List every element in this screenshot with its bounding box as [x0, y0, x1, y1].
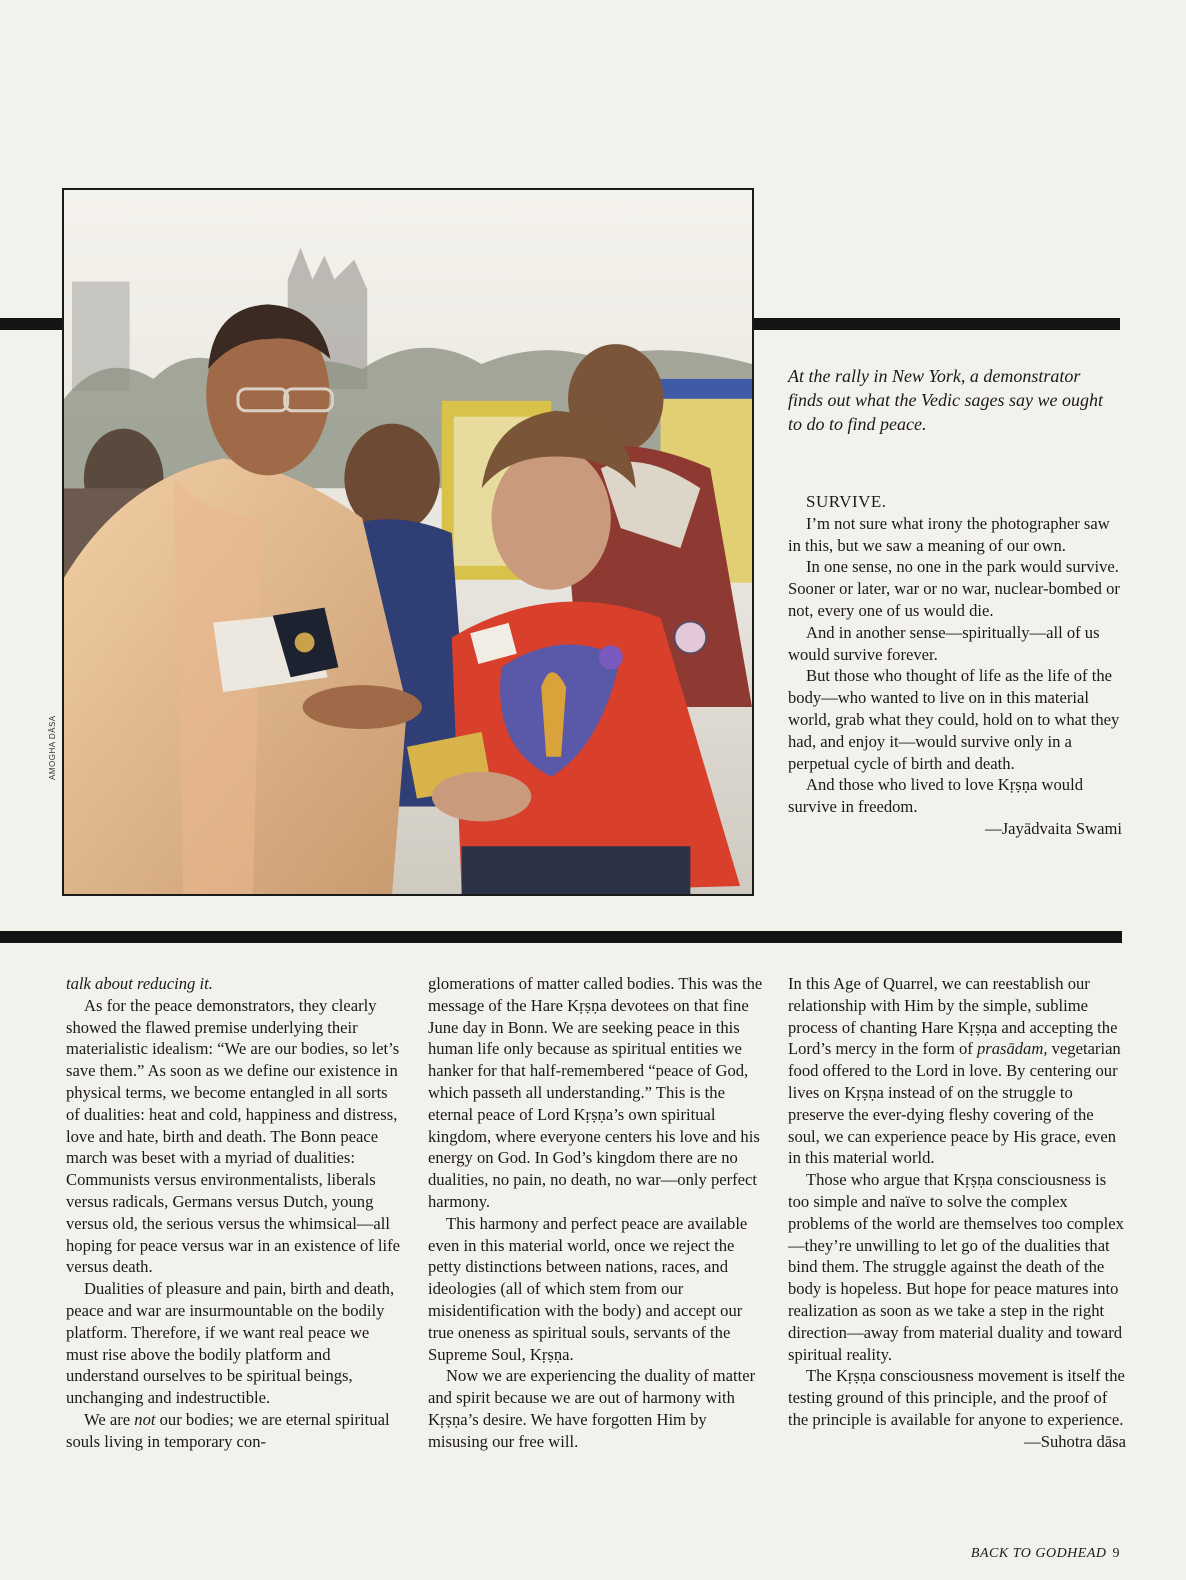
column-paragraph: Those who argue that Kṛṣṇa consciousness is too simple and naïve to solve the complex problems of the world are themselves too complex—they’re unwilling to let go of the dualities that bind them. The struggle against the death of the body is hopeless. But hope for peace matures into realization as soon as we take a step in the right direction—away from material duality and toward spiritual reality. — [788, 1170, 1124, 1364]
upper-right-rule — [754, 318, 1120, 330]
sidebar-heading: SURVIVE. — [806, 492, 887, 511]
article-column-3 — [788, 973, 1126, 1453]
emphasis-text: prasādam, — [976, 1039, 1048, 1059]
middle-rule — [0, 931, 1122, 943]
column-text: vegetarian food offered to the Lord in love. By centering our lives on Kṛṣṇa instead of on the struggle to preserve the ever-dying fleshy covering of the soul, we can experience peace by His grace, even in this material world. — [788, 1039, 1121, 1168]
column-text: our bodies; we are eternal spiritual souls living in temporary con- — [66, 1409, 390, 1451]
sidebar-article — [788, 491, 1122, 840]
upper-left-rule — [0, 318, 64, 330]
column-text: We are — [84, 1409, 135, 1429]
sidebar-paragraph: And those who lived to love Kṛṣṇa would survive in freedom. — [788, 775, 1083, 817]
page-number: 9 — [1112, 1546, 1120, 1561]
photo-caption: At the rally in New York, a demonstrator finds out what the Vedic sages say we ought to do to find peace. — [788, 366, 1103, 434]
column-paragraph: As for the peace demonstrators, they clearly showed the flawed premise underlying their materialistic idealism: “We are our bodies, so let’s save them.” As soon as we define our existence in physical terms, we become entangled in all sorts of dualities: heat and cold, happiness and distress, love and hate, birth and death. The Bonn peace march was beset with a myriad of dualities: Communists versus environmentalists, liberals versus radicals, Germans versus Dutch, young versus old, the serious versus the whimsical—all hoping for peace versus war in an existence of life versus death. — [66, 995, 401, 1277]
column-text: In this Age of Quarrel, we can reestablish our relationship with Him by the simple, sublime process of chanting Hare Kṛṣṇa and accepting the Lord’s mercy in the form of — [788, 974, 1118, 1059]
column-paragraph: The Kṛṣṇa consciousness movement is itself the testing ground of this principle, and the proof of the principle is available for anyone to experience. — [788, 1366, 1125, 1429]
rally-photo-image — [64, 190, 752, 894]
column-text: talk about reducing it. — [66, 974, 213, 993]
sidebar-paragraph: But those who thought of life as the life of the body—who wanted to live on in this material world, grab what they could, hold on to what they had, and enjoy it—would survive only in a perpetual cycle of birth and death. — [788, 666, 1120, 773]
column-paragraph: Now we are experiencing the duality of matter and spirit because we are out of harmony with Kṛṣṇa’s desire. We have forgotten Him by misusing our free will. — [428, 1366, 756, 1451]
page-footer — [971, 1546, 1120, 1562]
column-paragraph — [788, 973, 1126, 1169]
sidebar-signature: —Jayādvaita Swami — [985, 818, 1122, 838]
sidebar-paragraph: I’m not sure what irony the photographer saw in this, but we saw a meaning of our own. — [788, 513, 1110, 555]
magazine-name: BACK TO GODHEAD — [970, 1546, 1107, 1561]
article-column-2 — [428, 973, 766, 1453]
emphasis-text: not — [134, 1409, 156, 1429]
sidebar-paragraph: In one sense, no one in the park would survive. Sooner or later, war or no war, nuclear-bombed or not, every one of us would die. — [788, 557, 1120, 620]
column-paragraph: Dualities of pleasure and pain, birth and death, peace and war are insurmountable on the bodily platform. Therefore, if we want real peace we must rise above the bodily platform and understand ourselves to be spiritual beings, unchanging and indestructible. — [66, 1279, 395, 1408]
column-paragraph: glomerations of matter called bodies. This was the message of the Hare Kṛṣṇa devotees on that fine June day in Bonn. We are seeking peace in this human life only because as spiritual entities we hanker for that half-remembered “peace of God, which passeth all understanding.” This is the eternal peace of Lord Kṛṣṇa’s own spiritual kingdom, where everyone centers his love and his energy on God. In God’s kingdom there are no dualities, no pain, no death, no war—only perfect harmony. — [428, 974, 763, 1211]
column-paragraph — [66, 973, 404, 995]
column-paragraph: This harmony and perfect peace are available even in this material world, once we reject the petty distinctions between nations, races, and ideologies (all of which stem from our misidentification with the body) and accept our true oneness as spiritual souls, servants of the Supreme Soul, Kṛṣṇa. — [428, 1213, 748, 1364]
column-signature: —Suhotra dāsa — [1024, 1431, 1126, 1451]
column-paragraph — [66, 1409, 404, 1453]
article-column-1 — [66, 973, 404, 1453]
sidebar-paragraph: And in another sense—spiritually—all of us would survive forever. — [788, 622, 1100, 664]
rally-photo — [62, 188, 754, 896]
photo-credit: AMOGHA DĀSA — [48, 715, 57, 780]
